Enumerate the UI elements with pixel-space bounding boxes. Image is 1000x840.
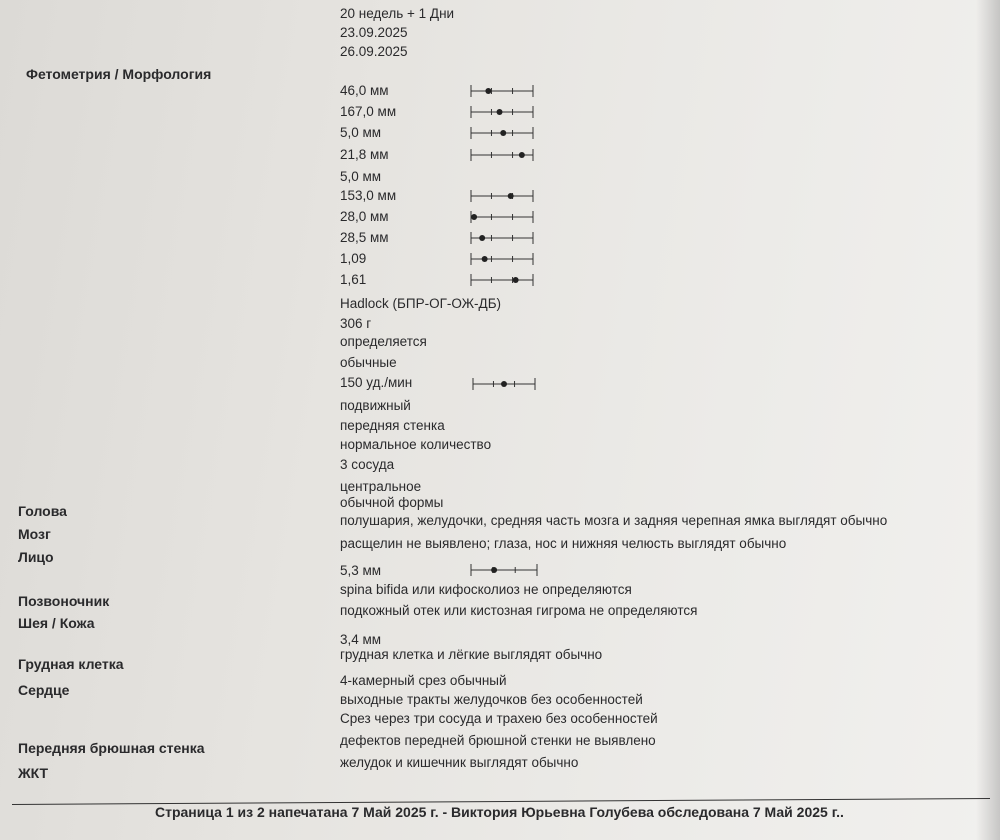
fetal-value: нормальное количество <box>340 437 492 452</box>
gi-text: желудок и кишечник выглядят обычно <box>340 755 579 770</box>
gauge-marker <box>501 381 507 387</box>
fetal-value: 150 уд./мин <box>340 375 413 390</box>
gauge-marker <box>500 130 506 136</box>
biometry-value: 1,61 <box>340 272 367 287</box>
gauge-marker <box>482 256 488 262</box>
head-label: Голова <box>18 503 67 519</box>
biometry-value: 5,0 мм <box>340 169 382 184</box>
fetal-value: обычные <box>340 355 397 370</box>
page-footer: Страница 1 из 2 напечатана 7 Май 2025 г. - Виктория Юрьевна Голубева обследована 7 Май 2025 г.. <box>155 804 844 820</box>
fetal-value: передняя стенка <box>340 418 445 433</box>
fetal-value: 3 сосуда <box>340 457 395 472</box>
gauge-marker <box>485 88 491 94</box>
face-text: расщелин не выявлено; глаза, нос и нижняя челюсть выглядят обычно <box>340 536 787 551</box>
edd-us-value: 23.09.2025 <box>340 25 408 40</box>
heart-text-2: выходные тракты желудочков без особенностей <box>340 692 643 707</box>
weight-method: Hadlock (БПР-ОГ-ОЖ-ДБ) <box>340 296 502 311</box>
neck-text: подкожный отек или кистозная гигрома не определяются <box>340 603 698 618</box>
biometry-gauge <box>470 126 536 140</box>
nose-value: 5,3 мм <box>340 563 382 578</box>
biometry-gauge <box>470 273 536 287</box>
biometry-gauge <box>470 210 536 224</box>
biometry-gauge <box>470 84 536 98</box>
biometry-value: 1,09 <box>340 251 367 266</box>
biometry-value: 28,5 мм <box>340 230 389 245</box>
brain-text: полушария, желудочки, средняя часть мозга и задняя черепная ямка выглядят обычно <box>340 513 888 528</box>
gauge-marker <box>471 214 477 220</box>
edd-lmp-value: 26.09.2025 <box>340 44 408 59</box>
fetal-value: центральное <box>340 479 422 494</box>
gauge-marker <box>508 193 514 199</box>
heart-text-3: Срез через три сосуда и трахею без особенностей <box>340 711 658 726</box>
biometry-value: 153,0 мм <box>340 188 397 203</box>
heart-rate-gauge <box>472 377 538 391</box>
biometry-value: 5,0 мм <box>340 125 382 140</box>
section-title: Фетометрия / Морфология <box>26 66 212 82</box>
chest-text: грудная клетка и лёгкие выглядят обычно <box>340 647 603 662</box>
biometry-gauge <box>470 148 536 162</box>
nose-bone-gauge <box>470 563 540 577</box>
abdominal-wall-label: Передняя брюшная стенка <box>18 740 205 756</box>
gauge-marker <box>479 235 485 241</box>
biometry-value: 28,0 мм <box>340 209 389 224</box>
biometry-gauge <box>470 252 536 266</box>
weight-value: 306 г <box>340 316 372 331</box>
neck-label: Шея / Кожа <box>18 615 95 631</box>
chest-label: Грудная клетка <box>18 656 124 672</box>
spine-text: spina bifida или кифосколиоз не определяются <box>340 582 632 597</box>
gi-label: ЖКТ <box>18 765 49 781</box>
heart-label: Сердце <box>18 682 70 698</box>
head-text: обычной формы <box>340 495 444 510</box>
gauge-marker <box>513 277 519 283</box>
gest-age-value: 20 недель + 1 Дни <box>340 6 455 21</box>
fetal-value: подвижный <box>340 398 411 413</box>
brain-label: Мозг <box>18 526 51 542</box>
face-label: Лицо <box>18 549 54 565</box>
spine-label: Позвоночник <box>18 593 110 609</box>
biometry-gauge <box>470 231 536 245</box>
nt-value: 3,4 мм <box>340 632 382 647</box>
biometry-gauge <box>470 105 536 119</box>
biometry-value: 167,0 мм <box>340 104 397 119</box>
heart-text-1: 4-камерный срез обычный <box>340 673 507 688</box>
gauge-marker <box>497 109 503 115</box>
biometry-value: 21,8 мм <box>340 147 389 162</box>
fetal-value: определяется <box>340 334 427 349</box>
biometry-value: 46,0 мм <box>340 83 389 98</box>
abdominal-wall-text: дефектов передней брюшной стенки не выявлено <box>340 733 656 748</box>
gauge-marker <box>519 152 525 158</box>
page-edge-shadow <box>976 0 1000 840</box>
gauge-marker <box>491 567 497 573</box>
biometry-gauge <box>470 189 536 203</box>
